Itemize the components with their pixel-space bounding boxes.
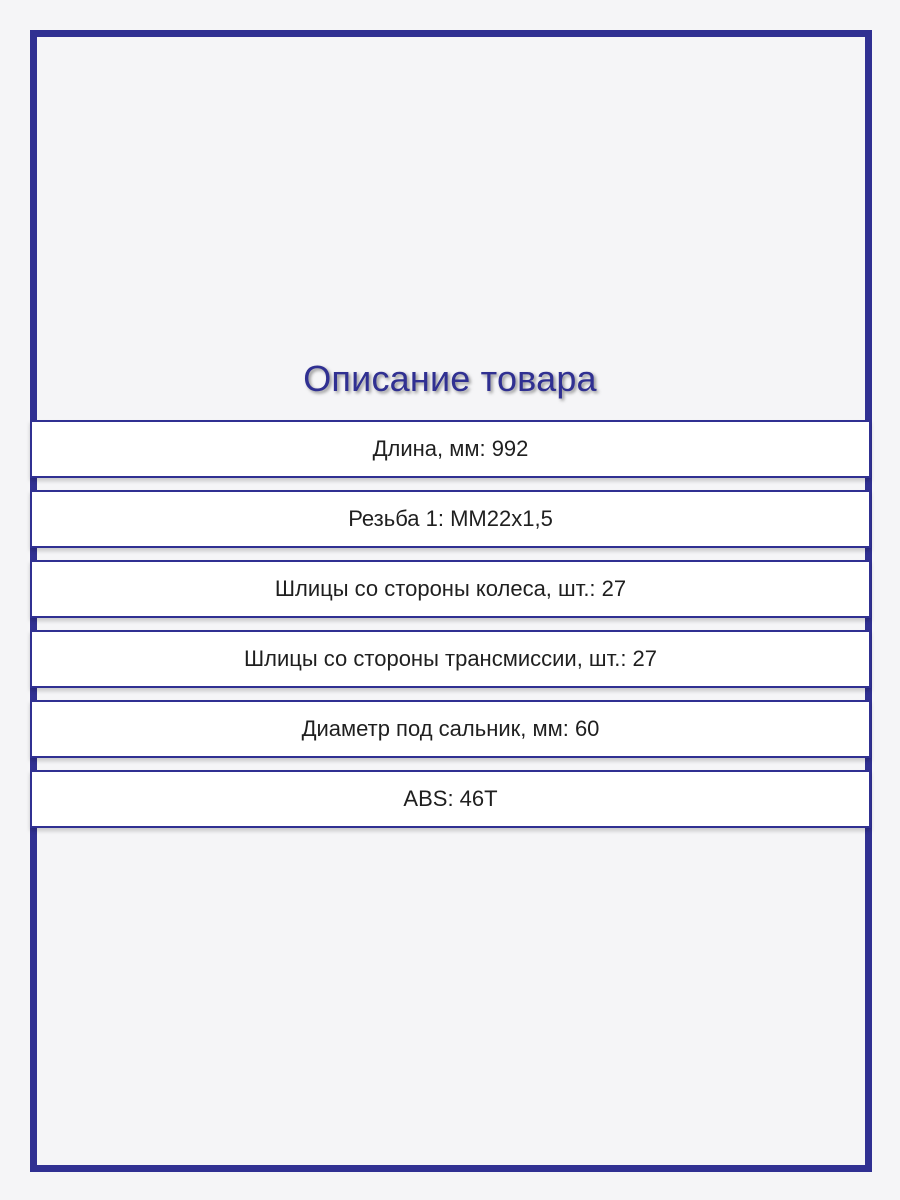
page-title: Описание товара [303,358,597,399]
spec-row-abs: ABS: 46T [30,770,871,828]
spec-row-thread: Резьба 1: MM22x1,5 [30,490,871,548]
spec-row-transmission-splines: Шлицы со стороны трансмиссии, шт.: 27 [30,630,871,688]
spec-row-wheel-splines: Шлицы со стороны колеса, шт.: 27 [30,560,871,618]
specs-list [30,420,871,828]
spec-row-seal-diameter: Диаметр под сальник, мм: 60 [30,700,871,758]
spec-row-length: Длина, мм: 992 [30,420,871,478]
